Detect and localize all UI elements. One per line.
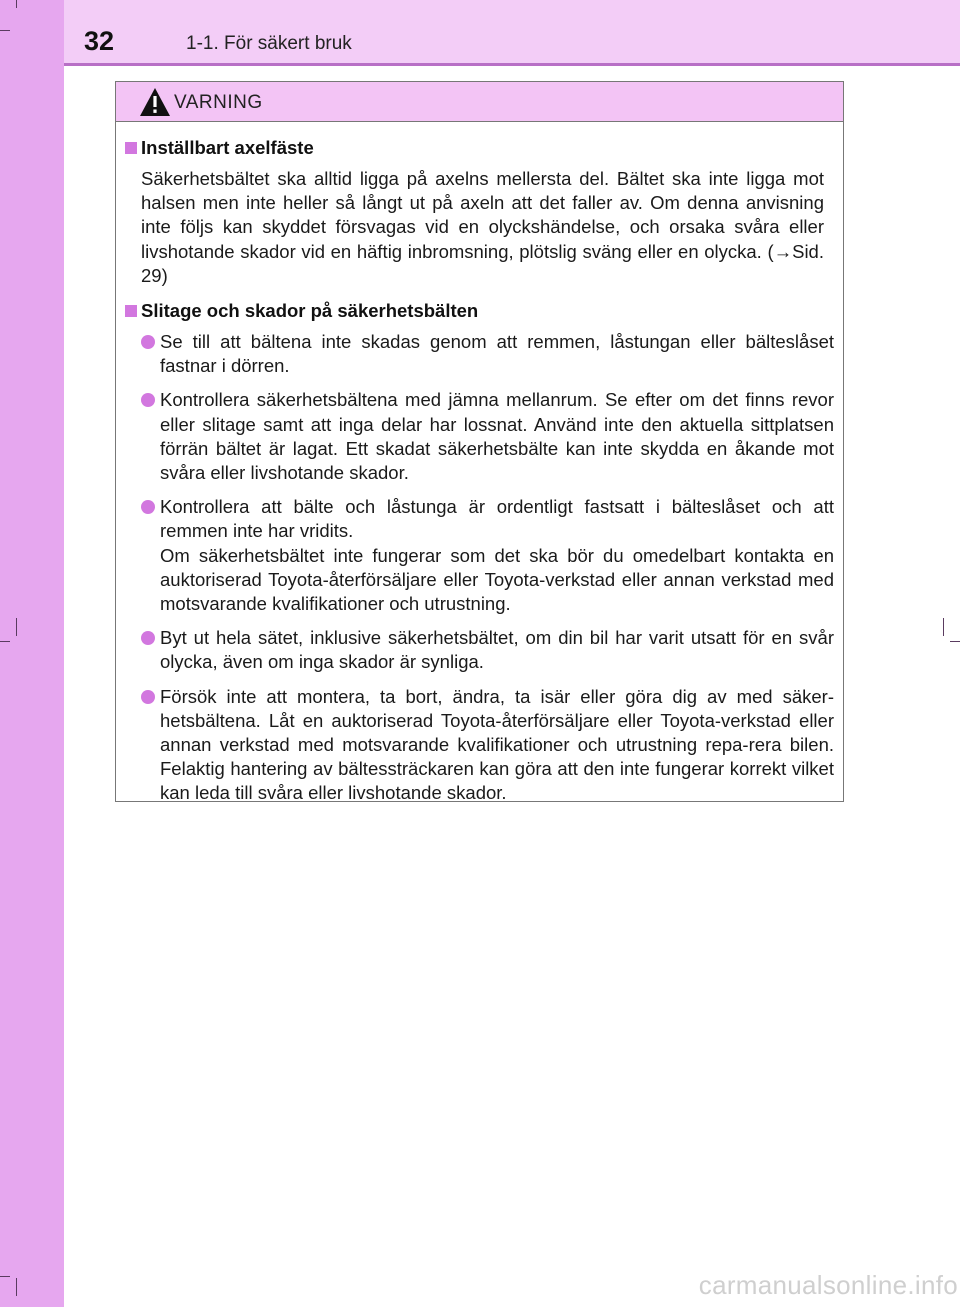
warning-triangle-icon [139, 87, 171, 117]
crop-mark [0, 1276, 10, 1277]
list-item: Se till att bältena inte skadas genom att remmen, låstungan eller bälteslåset fastnar i dörren. [160, 330, 834, 378]
circle-bullet-icon [141, 500, 155, 514]
sidebar-band [0, 0, 64, 1307]
list-item-continuation: Om säkerhetsbältet inte fungerar som det ska bör du omedelbart kontakta en auktoriserad Toyota-återförsäljare eller Toyota-verkstad eller annan verkstad med motsvarande kvalifikationer och utrustning. [160, 544, 834, 615]
list-item: Kontrollera säkerhetsbältena med jämna mellanrum. Se efter om det finns revor eller slitage samt att inga delar har lossnat. Använd inte den aktuella sittplatsen förrän bältet är lagat. Ett skadat säkerhetsbälte kan inte skydda en åkande mot svåra eller livshotande skador. [160, 388, 834, 485]
square-bullet-icon [125, 142, 137, 154]
circle-bullet-icon [141, 631, 155, 645]
warning-header [116, 82, 843, 122]
warning-content [116, 136, 842, 806]
section-heading-text: Slitage och skador på säkerhetsbälten [141, 300, 479, 322]
crop-mark [16, 618, 17, 636]
warning-box [115, 81, 844, 802]
section-paragraph: Säkerhetsbältet ska alltid ligga på axelns mellersta del. Bältet ska inte ligga mot halsen men inte heller så långt ut på axeln att det faller av. Om denna anvisning inte följs kan skyddet försvagas vid en olyckshändelse, och orsaka svåra eller livshotande skador vid en häftig inbromsning, plötslig sväng eller en olycka. (→Sid. 29) [141, 168, 824, 286]
section-heading [116, 299, 842, 323]
page-number: 32 [84, 26, 115, 56]
section-heading-text: Inställbart axelfäste [141, 137, 314, 158]
crop-mark [950, 641, 960, 642]
section-heading [116, 136, 842, 160]
header-rule [64, 63, 960, 66]
list-item: Försök inte att montera, ta bort, ändra, ta isär eller göra dig av med säker-hetsbältena. Låt en auktoriserad Toyota-återförsäljare eller Toyota-verkstad eller annan verkstad med motsvarande kvalifikationer och utrustning repa-rera bilen. Felaktig hantering av bältessträckaren kan göra att den inte fungerar korrekt vilket kan leda till svåra eller livshotande skador. [160, 685, 834, 806]
crop-mark [0, 641, 10, 642]
crop-mark [943, 618, 944, 636]
square-bullet-icon [125, 305, 137, 317]
circle-bullet-icon [141, 690, 155, 704]
crop-mark [16, 0, 17, 8]
list-item: Kontrollera att bälte och låstunga är ordentligt fastsatt i bälteslåset och att remmen inte har vridits. [160, 495, 834, 543]
crop-mark [16, 1278, 17, 1296]
section-title: 1-1. För säkert bruk [186, 33, 352, 54]
warning-label: VARNING [174, 92, 263, 113]
circle-bullet-icon [141, 335, 155, 349]
list-item: Byt ut hela sätet, inklusive säkerhetsbältet, om din bil har varit utsatt för en svår olycka, även om inga skador är synliga. [160, 626, 834, 674]
crop-mark [0, 30, 10, 31]
circle-bullet-icon [141, 393, 155, 407]
watermark: carmanualsonline.info [698, 1270, 958, 1300]
